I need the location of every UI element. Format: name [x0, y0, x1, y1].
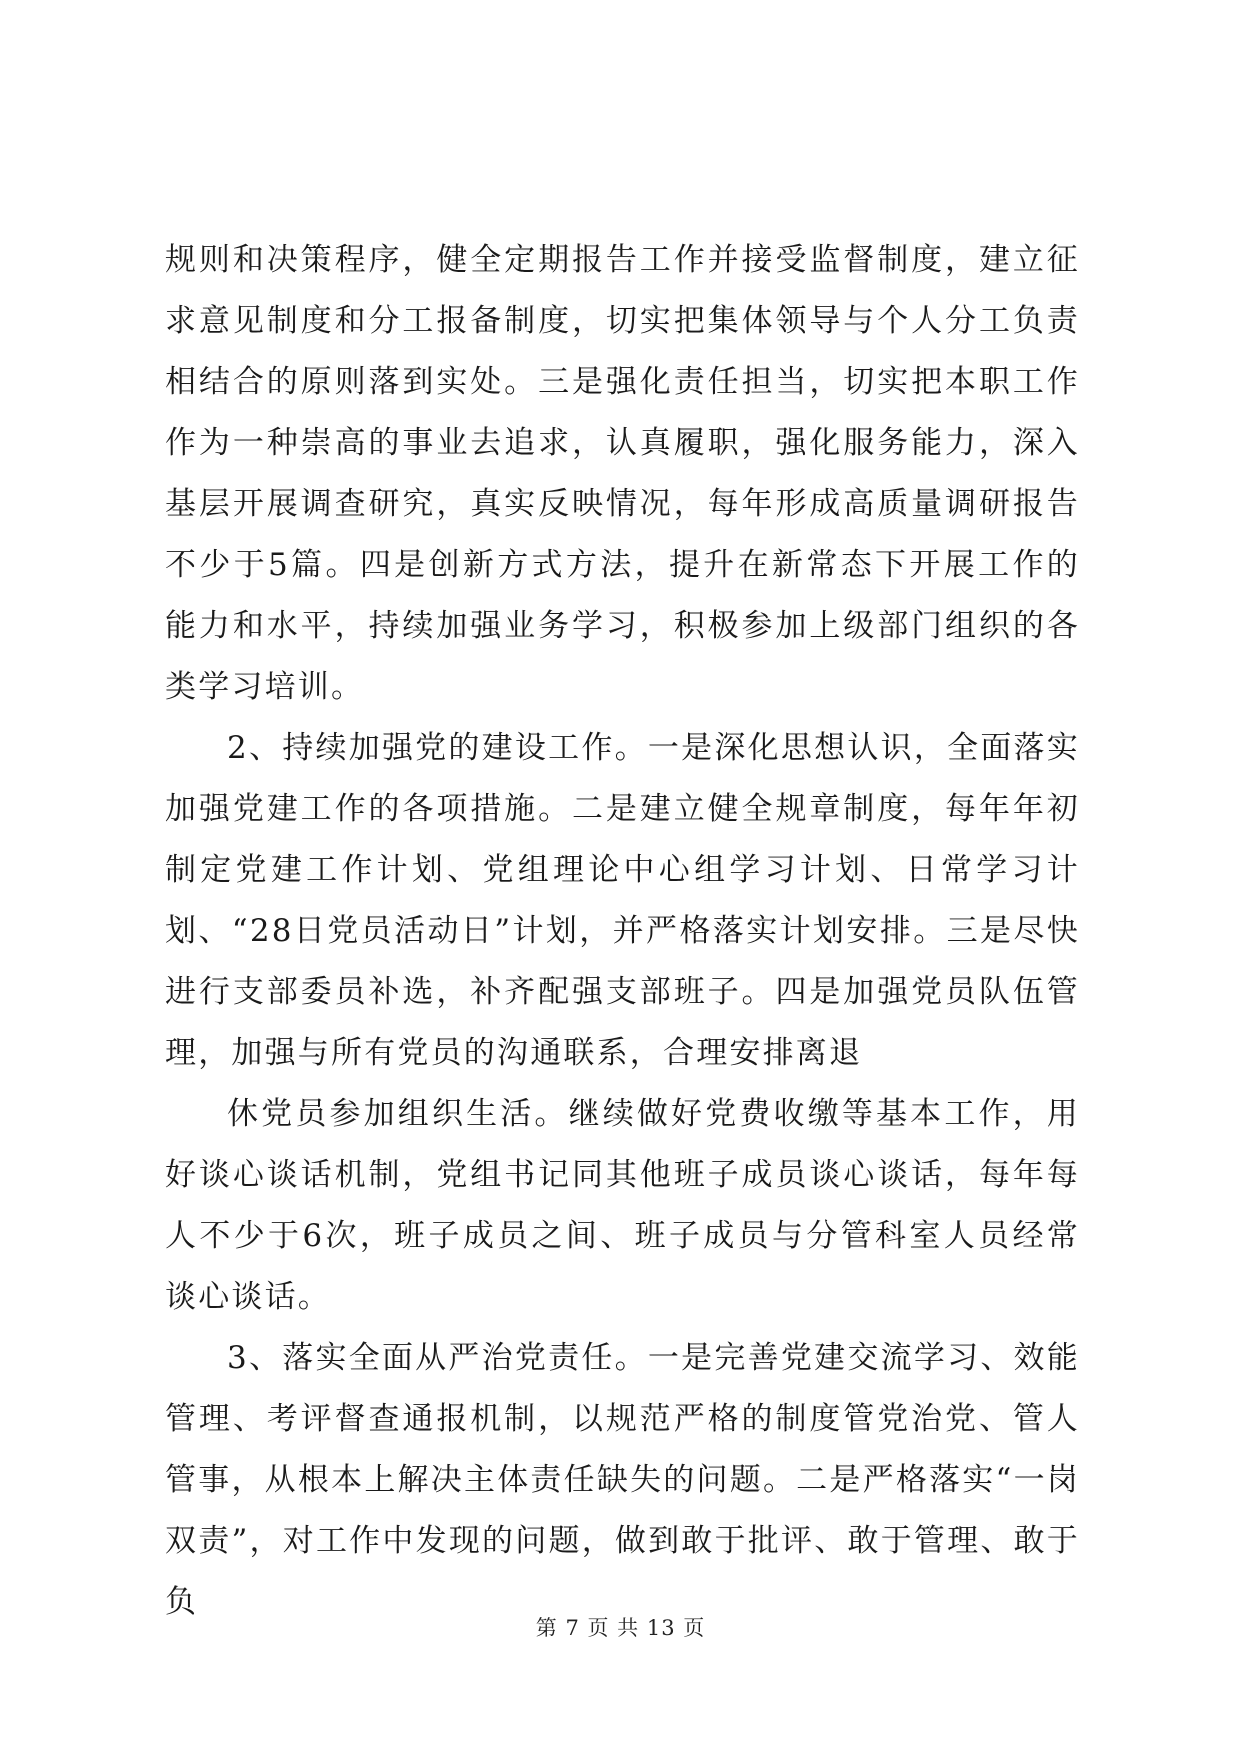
paragraph-4: 3、落实全面从严治党责任。一是完善党建交流学习、效能管理、考评督查通报机制，以规范严格的制度管党治党、管人管事，从根本上解决主体责任缺失的问题。二是严格落实“一岗双责”，对工作中发现的问题，做到敢于批评、敢于管理、敢于负: [165, 1340, 1080, 1620]
document-body: [165, 230, 1080, 1633]
paragraph-3: 休党员参加组织生活。继续做好党费收缴等基本工作，用好谈心谈话机制，党组书记同其他班子成员谈心谈话，每年每人不少于6次，班子成员之间、班子成员与分管科室人员经常谈心谈话。: [165, 1096, 1080, 1315]
paragraph-2: 2、持续加强党的建设工作。一是深化思想认识，全面落实加强党建工作的各项措施。二是建立健全规章制度，每年年初制定党建工作计划、党组理论中心组学习计划、日常学习计划、“28日党员活动日”计划，并严格落实计划安排。三是尽快进行支部委员补选，补齐配强支部班子。四是加强党员队伍管理，加强与所有党员的沟通联系，合理安排离退: [165, 730, 1080, 1071]
page-number-footer: 第 7 页 共 13 页: [535, 1616, 706, 1640]
paragraph-1: 规则和决策程序，健全定期报告工作并接受监督制度，建立征求意见制度和分工报备制度，切实把集体领导与个人分工负责相结合的原则落到实处。三是强化责任担当，切实把本职工作作为一种崇高的事业去追求，认真履职，强化服务能力，深入基层开展调查研究，真实反映情况，每年形成高质量调研报告不少于5篇。四是创新方式方法，提升在新常态下开展工作的能力和水平，持续加强业务学习，积极参加上级部门组织的各类学习培训。: [165, 242, 1080, 705]
